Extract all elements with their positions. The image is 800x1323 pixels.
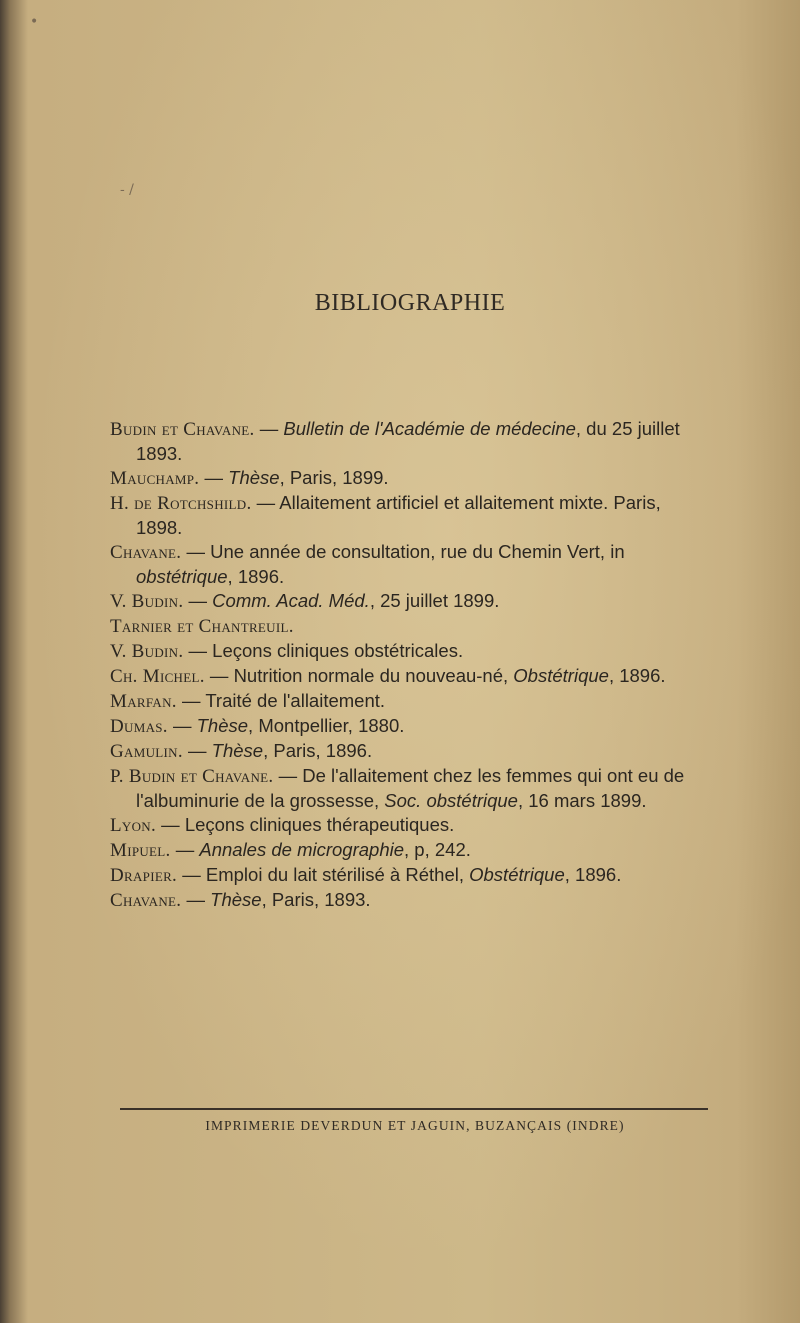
- printer-imprint: IMPRIMERIE DEVERDUN ET JAGUIN, BUZANÇAIS (INDRE): [205, 1118, 625, 1133]
- bibliography-entry: Budin et Chavane. — Bulletin de l'Académie de médecine, du 25 juillet 1893.: [110, 418, 680, 464]
- footer-rule: [120, 1108, 708, 1110]
- bibliography-entry: Marfan. — Traité de l'allaitement.: [110, 690, 386, 712]
- stray-mark: - /: [120, 182, 134, 198]
- bibliography-entry: Chavane. — Une année de consultation, rue du Chemin Vert, in obstétrique, 1896.: [110, 541, 625, 587]
- bibliography-entry: V. Budin. — Comm. Acad. Méd., 25 juillet 1899.: [110, 590, 500, 612]
- bibliography-entry: H. de Rotchshild. — Allaitement artificiel et allaitement mixte. Paris, 1898.: [110, 492, 661, 538]
- bibliography-entry: Mauchamp. — Thèse, Paris, 1899.: [110, 467, 389, 489]
- bibliography-entry: Drapier. — Emploi du lait stérilisé à Réthel, Obstétrique, 1896.: [110, 864, 622, 886]
- bibliography-entry: Lyon. — Leçons cliniques thérapeutiques.: [110, 814, 455, 836]
- bibliography-entry: V. Budin. — Leçons cliniques obstétricales.: [110, 640, 464, 662]
- bibliography-entry: Gamulin. — Thèse, Paris, 1896.: [110, 740, 373, 762]
- bibliography-list: [110, 417, 700, 913]
- bibliography-entry: Dumas. — Thèse, Montpellier, 1880.: [110, 715, 405, 737]
- page-title: BIBLIOGRAPHIE: [314, 290, 506, 316]
- bibliography-entry: P. Budin et Chavane. — De l'allaitement chez les femmes qui ont eu de l'albuminurie de la grossesse, Soc. obstétrique, 16 mars 1899.: [110, 765, 685, 811]
- page-dot: •: [30, 14, 39, 30]
- bibliography-entry: Tarnier et Chantreuil.: [110, 616, 294, 637]
- bibliography-entry: Ch. Michel. — Nutrition normale du nouveau-né, Obstétrique, 1896.: [110, 665, 666, 687]
- bibliography-entry: Chavane. — Thèse, Paris, 1893.: [110, 889, 371, 911]
- bibliography-entry: Mipuel. — Annales de micrographie, p, 242.: [110, 839, 471, 861]
